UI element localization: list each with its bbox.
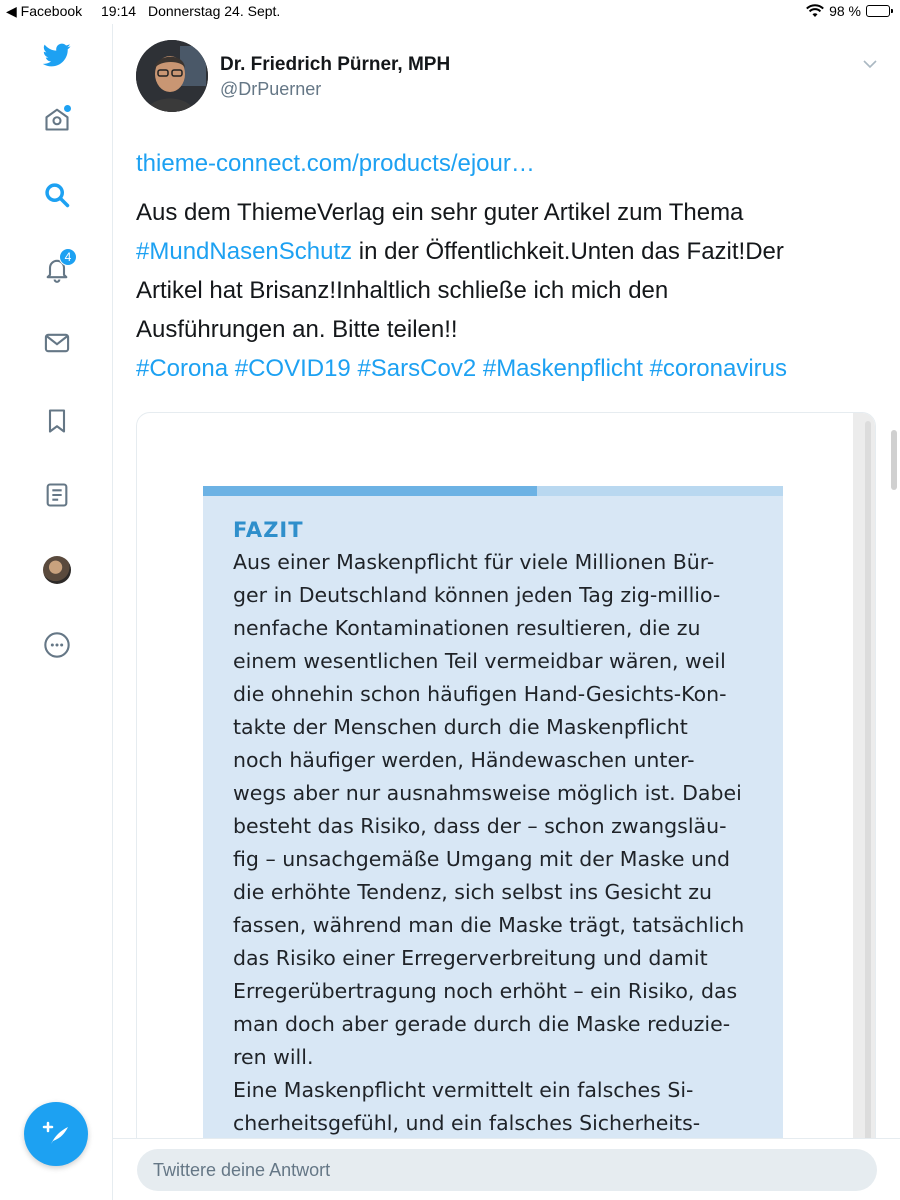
sidebar-nav [0,24,113,1200]
nav-explore[interactable] [40,178,74,212]
search-icon [43,181,71,209]
fazit-line: takte der Menschen durch die Maskenpflicht [233,715,688,739]
tweet-link[interactable]: thieme-connect.com/products/ejour… [136,150,535,177]
back-to-app-link[interactable]: ◀ Facebook [6,3,83,19]
wifi-icon [806,4,824,18]
compose-tweet-button[interactable] [24,1102,88,1166]
tweet-hashtags[interactable]: #Corona #COVID19 #SarsCov2 #Maskenpflicht #coronavirus [136,355,787,382]
mail-icon [43,329,71,357]
nav-more[interactable] [40,628,74,662]
fazit-line: ger in Deutschland können jeden Tag zig-millio- [233,583,721,607]
nav-messages[interactable] [40,326,74,360]
notifications-badge: 4 [59,248,77,266]
reply-bar [113,1138,900,1200]
tweet-line-2: #MundNasenSchutz in der Öffentlichkeit.Unten das Fazit!Der [136,238,784,265]
more-icon [43,631,71,659]
fazit-line: die erhöhte Tendenz, sich selbst ins Gesicht zu [233,880,712,904]
page-scrollbar[interactable] [891,430,897,490]
fazit-text [233,546,753,1140]
nav-home[interactable] [40,102,74,136]
author-handle[interactable]: @DrPuerner [220,79,322,99]
tweet-line-4: Ausführungen an. Bitte teilen!! [136,316,458,343]
profile-avatar [43,556,71,584]
fazit-line: fassen, während man die Maske trägt, tatsächlich [233,913,745,937]
battery-icon [866,5,890,17]
fazit-line: Erregerübertragung noch erhöht – ein Risiko, das [233,979,738,1003]
fazit-line: Aus einer Maskenpflicht für viele Millionen Bür- [233,550,715,574]
reply-input[interactable] [137,1149,877,1191]
feather-plus-icon [41,1119,71,1149]
bookmark-icon [43,407,71,435]
author-avatar[interactable] [136,40,208,112]
nav-bookmarks[interactable] [40,404,74,438]
status-date: Donnerstag 24. Sept. [148,3,281,19]
fazit-title: FAZIT [233,518,304,542]
twitter-logo-icon[interactable] [40,38,74,72]
chevron-down-icon[interactable] [862,58,878,70]
tweet-line-3: Artikel hat Brisanz!Inhaltlich schließe ich mich den [136,277,669,304]
media-scroll-strip [853,413,875,1152]
home-new-dot [64,105,71,112]
fazit-line: das Risiko einer Erregerverbreitung und damit [233,946,708,970]
status-right [806,3,890,19]
fazit-line: Eine Maskenpflicht vermittelt ein falsches Si- [233,1078,694,1102]
media-scroll-thumb [865,421,871,1141]
status-bar [0,0,900,24]
fazit-line: nenfache Kontaminationen resultieren, die zu [233,616,701,640]
fazit-line: fig – unsachgemäße Umgang mit der Maske und [233,847,730,871]
nav-lists[interactable] [40,478,74,512]
fazit-line: man doch aber gerade durch die Maske reduzie- [233,1012,731,1036]
hashtag-link[interactable]: #MundNasenSchutz [136,238,353,265]
fazit-line: ren will. [233,1045,314,1069]
fazit-line: wegs aber nur ausnahmsweise möglich ist. Dabei [233,781,742,805]
fazit-box [203,496,783,1152]
nav-notifications[interactable] [40,252,74,286]
fazit-bar [203,486,537,496]
fazit-line: besteht das Risiko, dass der – schon zwangsläu- [233,814,727,838]
tweet-line-1: Aus dem ThiemeVerlag ein sehr guter Artikel zum Thema [136,199,744,226]
fazit-line: noch häufiger werden, Händewaschen unter- [233,748,695,772]
tweet-media-image[interactable] [136,412,876,1152]
author-name[interactable]: Dr. Friedrich Pürner, MPH [220,54,451,75]
status-time: 19:14 [101,3,137,19]
fazit-line: cherheitsgefühl, und ein falsches Sicherheits- [233,1111,701,1135]
tweet-text [136,144,886,388]
fazit-line: einem wesentlichen Teil vermeidbar wären, weil [233,649,726,673]
nav-profile[interactable] [40,553,74,587]
battery-percent: 98 % [829,3,861,19]
fazit-line: die ohnehin schon häufigen Hand-Gesichts-Kon- [233,682,727,706]
list-icon [43,481,71,509]
